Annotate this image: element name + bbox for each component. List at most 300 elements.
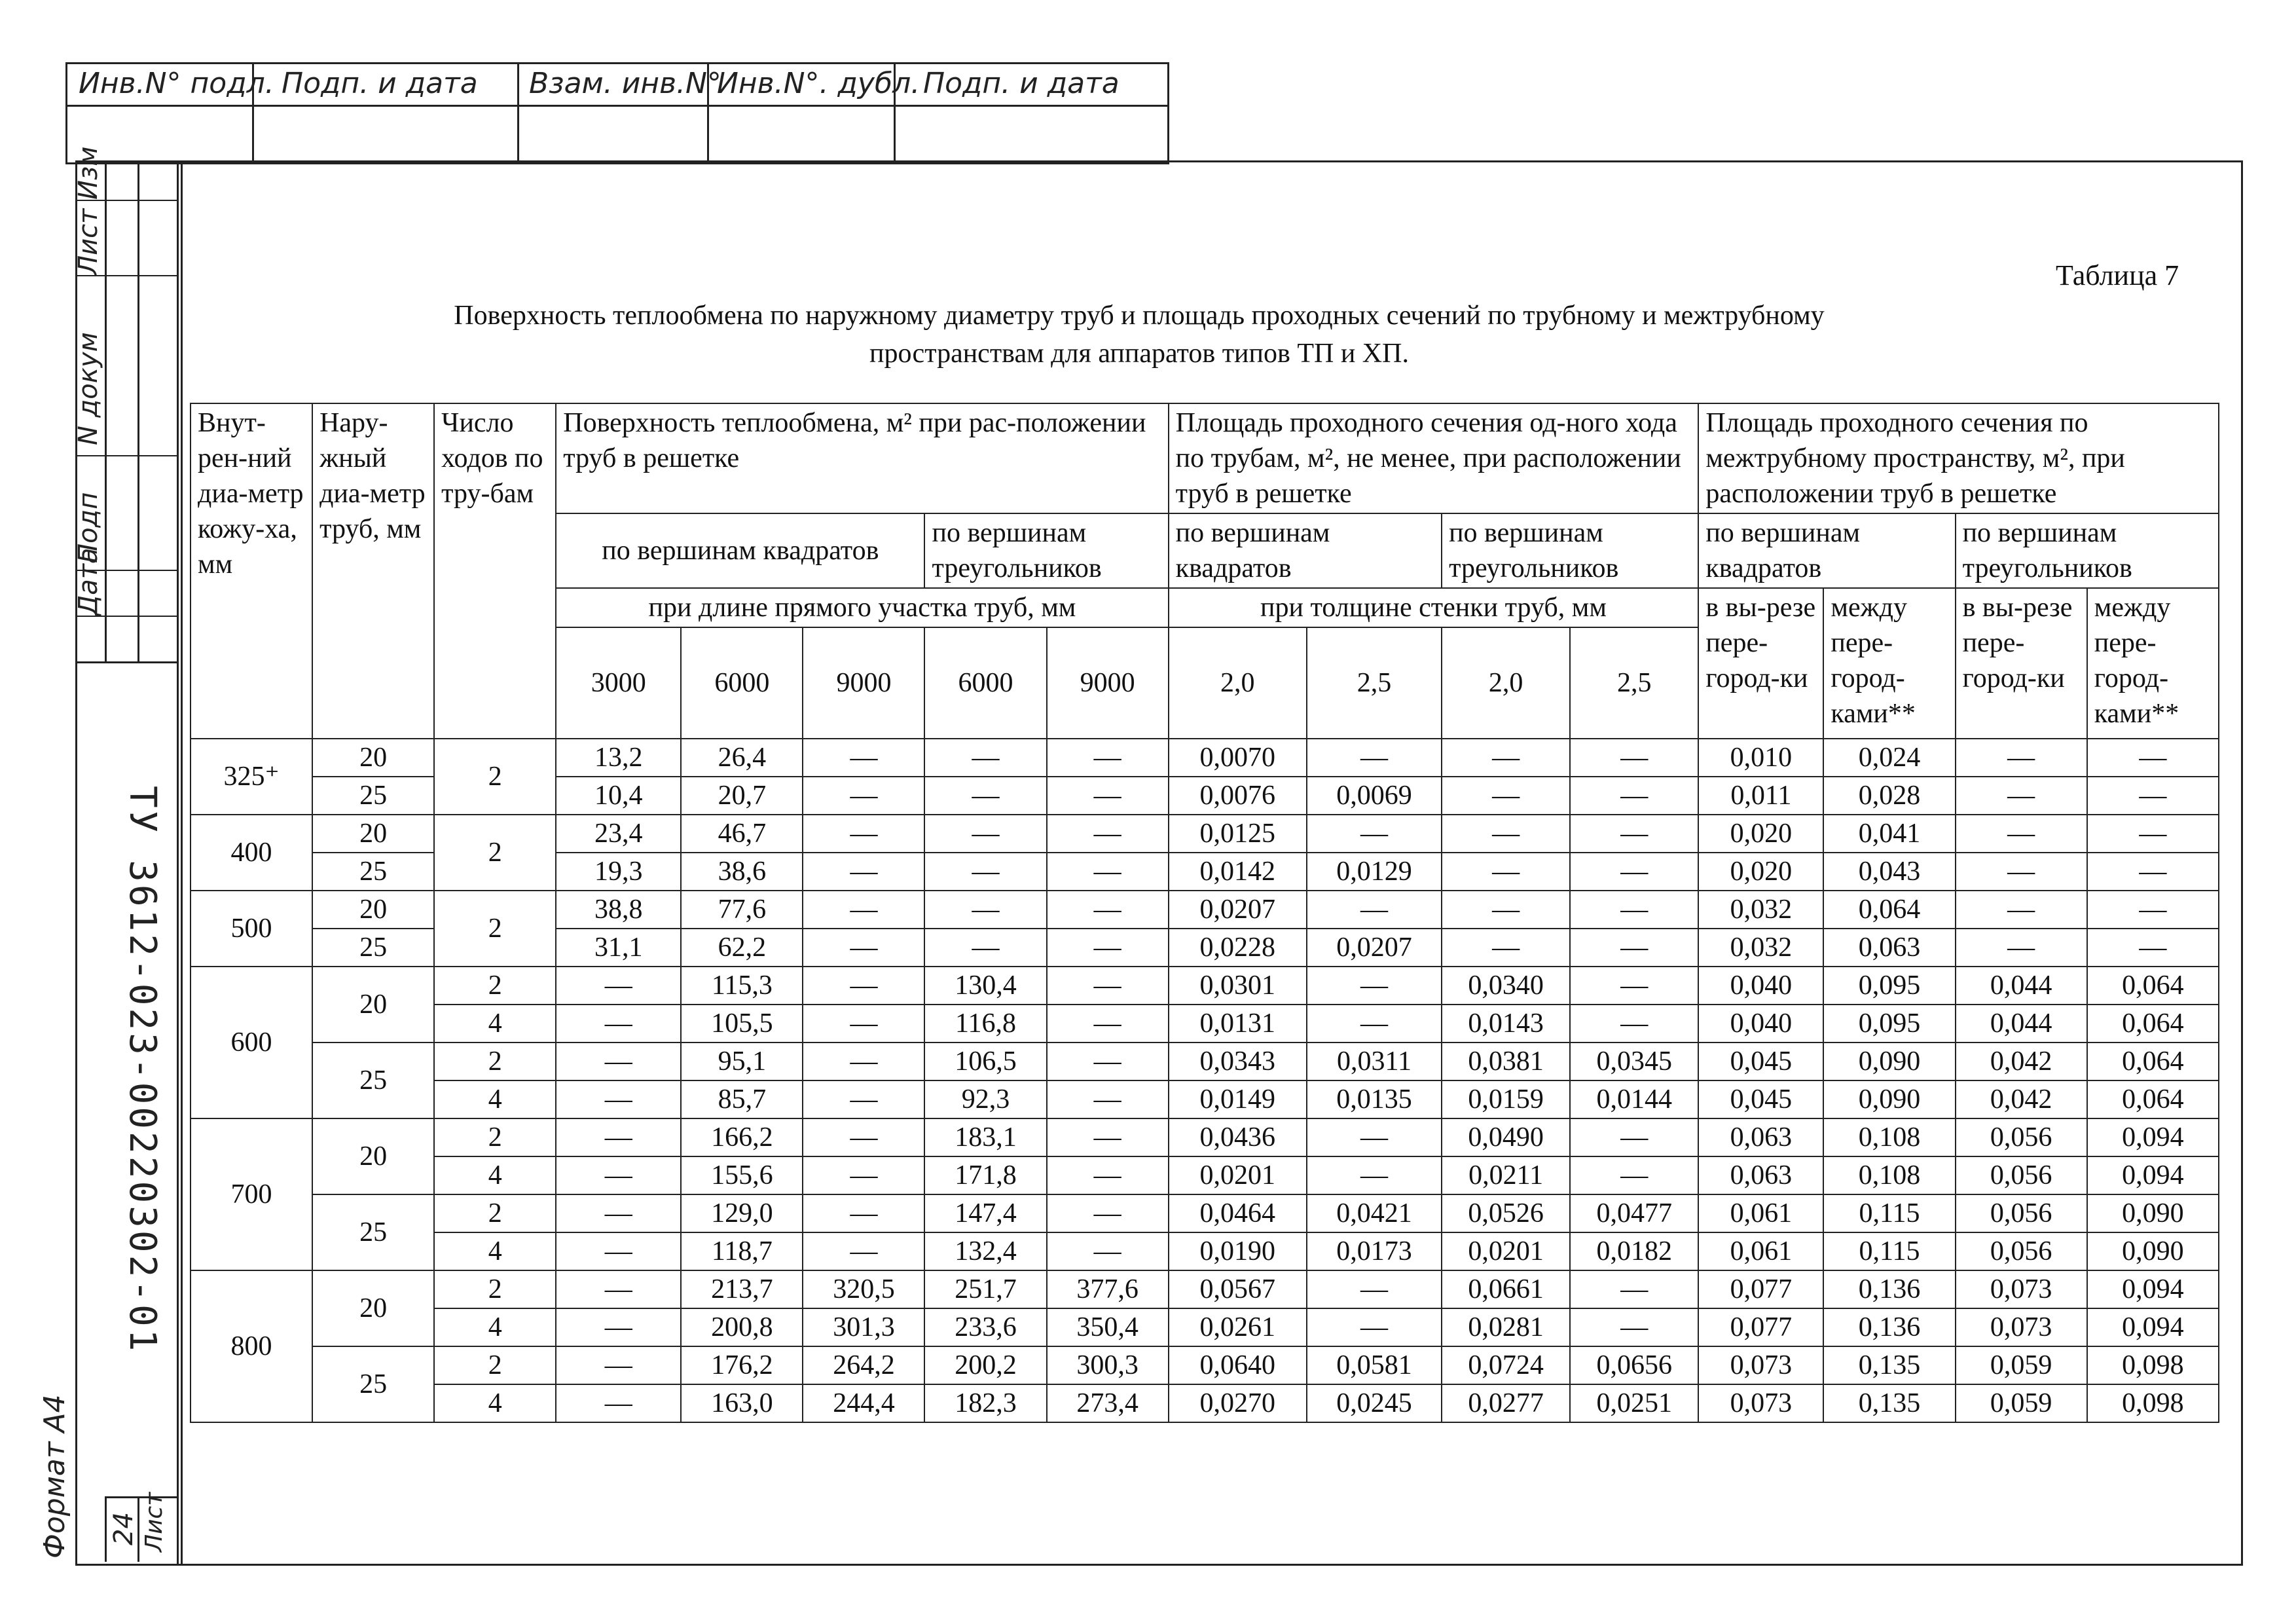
cell-value: 0,0142 bbox=[1169, 853, 1307, 891]
cell-value: 0,0129 bbox=[1307, 853, 1442, 891]
cell-passes: 2 bbox=[434, 1194, 556, 1232]
cell-value: 147,4 bbox=[924, 1194, 1046, 1232]
cell-passes: 4 bbox=[434, 1232, 556, 1270]
cell-value: 0,094 bbox=[2087, 1118, 2219, 1156]
header-surface-sq: по вершинам квадратов bbox=[556, 513, 924, 588]
cell-value: 244,4 bbox=[803, 1384, 924, 1422]
cell-outer-diam: 20 bbox=[312, 815, 434, 853]
header-len-3000: 3000 bbox=[556, 627, 681, 739]
cell-value: 26,4 bbox=[681, 739, 803, 777]
cell-value: — bbox=[1570, 1270, 1698, 1308]
header-in-cutout-tri: в вы-резе пере-город-ки bbox=[1956, 588, 2087, 739]
cell-value: 92,3 bbox=[924, 1080, 1046, 1118]
cell-value: 0,0311 bbox=[1307, 1043, 1442, 1080]
cell-outer-diam: 20 bbox=[312, 967, 434, 1043]
cell-value: — bbox=[1307, 967, 1442, 1005]
cell-value: 0,098 bbox=[2087, 1346, 2219, 1384]
cell-inner-diam: 800 bbox=[191, 1270, 312, 1422]
cell-value: — bbox=[1047, 1232, 1169, 1270]
cell-value: 163,0 bbox=[681, 1384, 803, 1422]
cell-value: 0,0143 bbox=[1442, 1005, 1570, 1043]
cell-value: — bbox=[556, 1194, 681, 1232]
table-row bbox=[191, 739, 2219, 777]
side-n-dokum: N докум bbox=[73, 332, 103, 445]
stamp-inv-podl: Инв.N° подл. bbox=[79, 67, 274, 100]
side-page-label: Лист bbox=[141, 1492, 168, 1552]
table-row bbox=[191, 1080, 2219, 1118]
table-body bbox=[191, 739, 2219, 1422]
cell-value: 0,0207 bbox=[1169, 891, 1307, 929]
cell-value: 273,4 bbox=[1047, 1384, 1169, 1422]
cell-outer-diam: 25 bbox=[312, 929, 434, 967]
cell-value: — bbox=[1956, 929, 2087, 967]
cell-value: 0,073 bbox=[1698, 1346, 1823, 1384]
side-data: Дата bbox=[73, 547, 103, 616]
cell-value: — bbox=[803, 1118, 924, 1156]
table-title-line1: Поверхность теплообмена по наружному диаметру труб и площадь проходных сечений по трубному и межтрубному bbox=[454, 301, 1825, 331]
cell-value: 0,073 bbox=[1698, 1384, 1823, 1422]
table-row bbox=[191, 1346, 2219, 1384]
cell-value: — bbox=[556, 1346, 681, 1384]
cell-value: 0,059 bbox=[1956, 1384, 2087, 1422]
cell-value: — bbox=[924, 929, 1046, 967]
cell-value: 0,0490 bbox=[1442, 1118, 1570, 1156]
cell-value: — bbox=[803, 1043, 924, 1080]
cell-value: 0,0270 bbox=[1169, 1384, 1307, 1422]
cell-value: 0,095 bbox=[1823, 967, 1955, 1005]
cell-value: 0,044 bbox=[1956, 967, 2087, 1005]
cell-value: 251,7 bbox=[924, 1270, 1046, 1308]
cell-value: 118,7 bbox=[681, 1232, 803, 1270]
cell-value: 0,115 bbox=[1823, 1194, 1955, 1232]
cell-value: — bbox=[1307, 1270, 1442, 1308]
cell-value: 105,5 bbox=[681, 1005, 803, 1043]
cell-value: 377,6 bbox=[1047, 1270, 1169, 1308]
cell-value: 0,0640 bbox=[1169, 1346, 1307, 1384]
stamp-inv-dubl: Инв.N°. дубл. bbox=[717, 67, 920, 100]
side-izm: Изм bbox=[73, 146, 103, 200]
cell-value: — bbox=[803, 967, 924, 1005]
table-row bbox=[191, 891, 2219, 929]
cell-value: 0,045 bbox=[1698, 1080, 1823, 1118]
cell-value: 0,0201 bbox=[1169, 1156, 1307, 1194]
cell-value: 0,077 bbox=[1698, 1308, 1823, 1346]
cell-value: 0,061 bbox=[1698, 1194, 1823, 1232]
cell-value: — bbox=[1047, 1194, 1169, 1232]
cell-value: 0,0076 bbox=[1169, 777, 1307, 815]
cell-value: — bbox=[1047, 815, 1169, 853]
cell-inner-diam: 325⁺ bbox=[191, 739, 312, 815]
cell-value: — bbox=[803, 1080, 924, 1118]
cell-value: 20,7 bbox=[681, 777, 803, 815]
stamp-podp-data-2: Подп. и дата bbox=[923, 67, 1120, 100]
cell-outer-diam: 25 bbox=[312, 777, 434, 815]
cell-value: 95,1 bbox=[681, 1043, 803, 1080]
cell-value: 200,8 bbox=[681, 1308, 803, 1346]
cell-value: — bbox=[556, 1270, 681, 1308]
cell-passes: 2 bbox=[434, 1270, 556, 1308]
cell-value: — bbox=[803, 891, 924, 929]
cell-value: — bbox=[1956, 777, 2087, 815]
cell-value: 0,095 bbox=[1823, 1005, 1955, 1043]
cell-value: 0,0190 bbox=[1169, 1232, 1307, 1270]
table-row bbox=[191, 1194, 2219, 1232]
cell-value: 0,073 bbox=[1956, 1308, 2087, 1346]
cell-value: 0,024 bbox=[1823, 739, 1955, 777]
cell-value: 0,063 bbox=[1823, 929, 1955, 967]
cell-value: 0,0201 bbox=[1442, 1232, 1570, 1270]
cell-value: 171,8 bbox=[924, 1156, 1046, 1194]
cell-value: 182,3 bbox=[924, 1384, 1046, 1422]
cell-value: 0,0301 bbox=[1169, 967, 1307, 1005]
cell-value: 0,0135 bbox=[1307, 1080, 1442, 1118]
cell-value: 0,073 bbox=[1956, 1270, 2087, 1308]
header-wall: при толщине стенки труб, мм bbox=[1169, 588, 1699, 627]
table-row bbox=[191, 815, 2219, 853]
cell-value: 0,064 bbox=[1823, 891, 1955, 929]
cell-value: 0,061 bbox=[1698, 1232, 1823, 1270]
cell-value: 0,0182 bbox=[1570, 1232, 1698, 1270]
cell-value: 77,6 bbox=[681, 891, 803, 929]
cell-value: 0,0345 bbox=[1570, 1043, 1698, 1080]
cell-value: 0,020 bbox=[1698, 815, 1823, 853]
table-row bbox=[191, 1118, 2219, 1156]
cell-value: — bbox=[924, 891, 1046, 929]
cell-value: — bbox=[1956, 891, 2087, 929]
cell-value: 0,0656 bbox=[1570, 1346, 1698, 1384]
data-table bbox=[190, 403, 2219, 1423]
header-surface: Поверхность теплообмена, м² при рас-положении труб в решетке bbox=[556, 403, 1168, 513]
cell-value: 0,043 bbox=[1823, 853, 1955, 891]
stamp-vzam-inv: Взам. инв.N° bbox=[529, 67, 721, 100]
table-row bbox=[191, 1270, 2219, 1308]
cell-value: — bbox=[1570, 929, 1698, 967]
cell-value: — bbox=[1307, 739, 1442, 777]
cell-value: 106,5 bbox=[924, 1043, 1046, 1080]
cell-value: 0,040 bbox=[1698, 1005, 1823, 1043]
cell-value: 320,5 bbox=[803, 1270, 924, 1308]
cell-value: 130,4 bbox=[924, 967, 1046, 1005]
cell-value: 0,090 bbox=[2087, 1194, 2219, 1232]
cell-value: — bbox=[1442, 777, 1570, 815]
header-between-tri: между пере-город-ками** bbox=[2087, 588, 2219, 739]
cell-value: — bbox=[803, 1232, 924, 1270]
cell-value: 0,028 bbox=[1823, 777, 1955, 815]
cell-value: 0,0211 bbox=[1442, 1156, 1570, 1194]
table-row bbox=[191, 1156, 2219, 1194]
cell-value: — bbox=[556, 1308, 681, 1346]
cell-value: — bbox=[803, 1194, 924, 1232]
table-row bbox=[191, 1308, 2219, 1346]
cell-value: 0,0251 bbox=[1570, 1384, 1698, 1422]
cell-value: — bbox=[1307, 1118, 1442, 1156]
cell-outer-diam: 20 bbox=[312, 739, 434, 777]
cell-passes: 2 bbox=[434, 815, 556, 891]
cell-value: — bbox=[1442, 853, 1570, 891]
cell-value: 0,0436 bbox=[1169, 1118, 1307, 1156]
cell-value: 0,0159 bbox=[1442, 1080, 1570, 1118]
cell-value: 0,0281 bbox=[1442, 1308, 1570, 1346]
cell-value: — bbox=[2087, 891, 2219, 929]
cell-value: 0,098 bbox=[2087, 1384, 2219, 1422]
cell-value: 0,010 bbox=[1698, 739, 1823, 777]
cell-value: — bbox=[556, 1384, 681, 1422]
cell-value: 0,115 bbox=[1823, 1232, 1955, 1270]
cell-value: — bbox=[556, 1118, 681, 1156]
cell-value: — bbox=[1956, 739, 2087, 777]
cell-value: 116,8 bbox=[924, 1005, 1046, 1043]
cell-value: 46,7 bbox=[681, 815, 803, 853]
cell-value: 0,011 bbox=[1698, 777, 1823, 815]
cell-value: — bbox=[1956, 815, 2087, 853]
table-row bbox=[191, 1232, 2219, 1270]
cell-value: — bbox=[1047, 1118, 1169, 1156]
cell-value: — bbox=[1570, 891, 1698, 929]
cell-value: 0,0464 bbox=[1169, 1194, 1307, 1232]
header-surface-tri: по вершинам треугольников bbox=[924, 513, 1168, 588]
cell-value: 23,4 bbox=[556, 815, 681, 853]
side-format: Формат А4 bbox=[38, 1394, 71, 1559]
cell-value: — bbox=[1570, 1308, 1698, 1346]
cell-value: — bbox=[1307, 1156, 1442, 1194]
cell-value: 0,032 bbox=[1698, 891, 1823, 929]
cell-value: — bbox=[1047, 1080, 1169, 1118]
cell-value: 0,056 bbox=[1956, 1194, 2087, 1232]
cell-value: 38,8 bbox=[556, 891, 681, 929]
cell-value: 129,0 bbox=[681, 1194, 803, 1232]
cell-value: — bbox=[556, 1043, 681, 1080]
cell-value: — bbox=[1307, 815, 1442, 853]
cell-value: 0,0381 bbox=[1442, 1043, 1570, 1080]
cell-value: — bbox=[1047, 1005, 1169, 1043]
cell-passes: 4 bbox=[434, 1005, 556, 1043]
cell-value: — bbox=[2087, 777, 2219, 815]
cell-value: 0,0228 bbox=[1169, 929, 1307, 967]
cell-value: 19,3 bbox=[556, 853, 681, 891]
cell-value: 0,056 bbox=[1956, 1118, 2087, 1156]
cell-passes: 2 bbox=[434, 967, 556, 1005]
cell-value: — bbox=[1442, 929, 1570, 967]
cell-value: 115,3 bbox=[681, 967, 803, 1005]
cell-value: 0,042 bbox=[1956, 1043, 2087, 1080]
cell-value: — bbox=[803, 1005, 924, 1043]
cell-value: 0,0343 bbox=[1169, 1043, 1307, 1080]
cell-outer-diam: 20 bbox=[312, 1118, 434, 1194]
header-len-6000-sq: 6000 bbox=[681, 627, 803, 739]
table-caption: Таблица 7 bbox=[2056, 259, 2179, 291]
cell-value: — bbox=[2087, 853, 2219, 891]
cell-value: 0,094 bbox=[2087, 1270, 2219, 1308]
cell-value: 0,136 bbox=[1823, 1308, 1955, 1346]
cell-value: 0,0340 bbox=[1442, 967, 1570, 1005]
cell-inner-diam: 700 bbox=[191, 1118, 312, 1270]
cell-value: 0,0277 bbox=[1442, 1384, 1570, 1422]
cell-passes: 4 bbox=[434, 1156, 556, 1194]
cell-value: 200,2 bbox=[924, 1346, 1046, 1384]
cell-value: 62,2 bbox=[681, 929, 803, 967]
cell-outer-diam: 20 bbox=[312, 891, 434, 929]
cell-value: 0,059 bbox=[1956, 1346, 2087, 1384]
cell-value: 0,064 bbox=[2087, 1043, 2219, 1080]
cell-value: — bbox=[1570, 1005, 1698, 1043]
cell-value: — bbox=[1047, 1043, 1169, 1080]
cell-value: — bbox=[556, 1005, 681, 1043]
cell-value: 0,0661 bbox=[1442, 1270, 1570, 1308]
cell-value: 0,0069 bbox=[1307, 777, 1442, 815]
cell-value: 0,094 bbox=[2087, 1308, 2219, 1346]
header-outer-diam: Нару-жный диа-метр труб, мм bbox=[312, 403, 434, 739]
cell-passes: 2 bbox=[434, 1043, 556, 1080]
cell-value: 10,4 bbox=[556, 777, 681, 815]
header-passes: Число ходов по тру-бам bbox=[434, 403, 556, 739]
cell-value: — bbox=[1047, 967, 1169, 1005]
cell-value: — bbox=[924, 815, 1046, 853]
side-list: Лист bbox=[73, 208, 103, 275]
header-inner-diam: Внут-рен-ний диа-метр кожу-ха, мм bbox=[191, 403, 312, 739]
cell-value: — bbox=[1570, 739, 1698, 777]
cell-value: 38,6 bbox=[681, 853, 803, 891]
cell-value: 0,0477 bbox=[1570, 1194, 1698, 1232]
cell-value: 0,135 bbox=[1823, 1346, 1955, 1384]
header-tube-section: Площадь проходного сечения од-ного хода по трубам, м², не менее, при расположении труб в решетке bbox=[1169, 403, 1699, 513]
header-length: при длине прямого участка труб, мм bbox=[556, 588, 1168, 627]
cell-value: — bbox=[924, 853, 1046, 891]
cell-value: — bbox=[556, 967, 681, 1005]
cell-value: 0,044 bbox=[1956, 1005, 2087, 1043]
cell-value: 13,2 bbox=[556, 739, 681, 777]
side-page-num: 24 bbox=[109, 1512, 139, 1545]
cell-value: — bbox=[803, 1156, 924, 1194]
doc-code: ТУ 3612-023-00220302-01 bbox=[121, 786, 164, 1354]
cell-outer-diam: 25 bbox=[312, 1346, 434, 1422]
cell-value: 264,2 bbox=[803, 1346, 924, 1384]
cell-value: 301,3 bbox=[803, 1308, 924, 1346]
cell-value: — bbox=[2087, 929, 2219, 967]
header-shell-section: Площадь проходного сечения по межтрубному пространству, м², при расположении труб в решетке bbox=[1698, 403, 2219, 513]
cell-value: — bbox=[1570, 1118, 1698, 1156]
cell-value: 0,0131 bbox=[1169, 1005, 1307, 1043]
cell-passes: 2 bbox=[434, 1346, 556, 1384]
cell-value: 0,056 bbox=[1956, 1232, 2087, 1270]
cell-value: 0,090 bbox=[1823, 1080, 1955, 1118]
cell-value: 0,108 bbox=[1823, 1156, 1955, 1194]
header-wall-20-sq: 2,0 bbox=[1169, 627, 1307, 739]
cell-value: 300,3 bbox=[1047, 1346, 1169, 1384]
cell-value: 132,4 bbox=[924, 1232, 1046, 1270]
table-row bbox=[191, 1043, 2219, 1080]
cell-value: — bbox=[924, 777, 1046, 815]
cell-value: 0,041 bbox=[1823, 815, 1955, 853]
cell-value: 0,063 bbox=[1698, 1156, 1823, 1194]
cell-value: — bbox=[803, 777, 924, 815]
cell-value: — bbox=[1442, 815, 1570, 853]
cell-passes: 4 bbox=[434, 1384, 556, 1422]
cell-value: — bbox=[1570, 1156, 1698, 1194]
cell-value: 0,064 bbox=[2087, 967, 2219, 1005]
cell-value: 0,090 bbox=[2087, 1232, 2219, 1270]
cell-value: 0,0144 bbox=[1570, 1080, 1698, 1118]
cell-value: 0,077 bbox=[1698, 1270, 1823, 1308]
cell-inner-diam: 500 bbox=[191, 891, 312, 967]
cell-value: — bbox=[1570, 777, 1698, 815]
header-len-9000-tri: 9000 bbox=[1047, 627, 1169, 739]
cell-inner-diam: 600 bbox=[191, 967, 312, 1118]
cell-value: 0,0070 bbox=[1169, 739, 1307, 777]
cell-value: — bbox=[556, 1232, 681, 1270]
cell-value: — bbox=[1047, 853, 1169, 891]
header-wall-25-sq: 2,5 bbox=[1307, 627, 1442, 739]
cell-value: 0,042 bbox=[1956, 1080, 2087, 1118]
cell-value: 350,4 bbox=[1047, 1308, 1169, 1346]
header-tube-tri: по вершинам треугольников bbox=[1442, 513, 1698, 588]
cell-passes: 4 bbox=[434, 1308, 556, 1346]
table-row bbox=[191, 1384, 2219, 1422]
cell-value: — bbox=[803, 739, 924, 777]
header-shell-sq: по вершинам квадратов bbox=[1698, 513, 1955, 588]
header-tube-sq: по вершинам квадратов bbox=[1169, 513, 1442, 588]
cell-inner-diam: 400 bbox=[191, 815, 312, 891]
table-row bbox=[191, 967, 2219, 1005]
cell-passes: 4 bbox=[434, 1080, 556, 1118]
header-shell-tri: по вершинам треугольников bbox=[1956, 513, 2219, 588]
cell-outer-diam: 25 bbox=[312, 853, 434, 891]
cell-value: — bbox=[803, 815, 924, 853]
cell-value: 0,0173 bbox=[1307, 1232, 1442, 1270]
cell-value: 0,0526 bbox=[1442, 1194, 1570, 1232]
cell-value: 0,094 bbox=[2087, 1156, 2219, 1194]
cell-value: — bbox=[1570, 853, 1698, 891]
cell-value: 0,032 bbox=[1698, 929, 1823, 967]
cell-value: 0,0125 bbox=[1169, 815, 1307, 853]
cell-outer-diam: 20 bbox=[312, 1270, 434, 1346]
cell-value: 0,0261 bbox=[1169, 1308, 1307, 1346]
header-len-6000-tri: 6000 bbox=[924, 627, 1046, 739]
cell-value: — bbox=[2087, 739, 2219, 777]
cell-value: 155,6 bbox=[681, 1156, 803, 1194]
cell-value: 0,056 bbox=[1956, 1156, 2087, 1194]
stamp-podp-data-1: Подп. и дата bbox=[282, 67, 478, 100]
cell-value: — bbox=[1307, 891, 1442, 929]
cell-value: 0,020 bbox=[1698, 853, 1823, 891]
cell-value: — bbox=[1570, 967, 1698, 1005]
header-in-cutout-sq: в вы-резе пере-город-ки bbox=[1698, 588, 1823, 739]
cell-passes: 2 bbox=[434, 1118, 556, 1156]
cell-value: 0,040 bbox=[1698, 967, 1823, 1005]
header-len-9000-sq: 9000 bbox=[803, 627, 924, 739]
cell-value: — bbox=[1307, 1005, 1442, 1043]
cell-value: — bbox=[1047, 739, 1169, 777]
header-wall-25-tri: 2,5 bbox=[1570, 627, 1698, 739]
cell-value: 0,136 bbox=[1823, 1270, 1955, 1308]
cell-outer-diam: 25 bbox=[312, 1043, 434, 1118]
cell-value: — bbox=[1047, 891, 1169, 929]
cell-value: 0,108 bbox=[1823, 1118, 1955, 1156]
cell-value: 0,045 bbox=[1698, 1043, 1823, 1080]
cell-value: 0,0724 bbox=[1442, 1346, 1570, 1384]
cell-value: — bbox=[1442, 891, 1570, 929]
cell-value: 233,6 bbox=[924, 1308, 1046, 1346]
header-between-sq: между пере-город-ками** bbox=[1823, 588, 1955, 739]
cell-value: — bbox=[1570, 815, 1698, 853]
cell-value: — bbox=[1047, 777, 1169, 815]
cell-value: 31,1 bbox=[556, 929, 681, 967]
cell-value: 0,0421 bbox=[1307, 1194, 1442, 1232]
cell-value: — bbox=[1956, 853, 2087, 891]
cell-value: — bbox=[924, 739, 1046, 777]
cell-value: 0,090 bbox=[1823, 1043, 1955, 1080]
cell-value: 166,2 bbox=[681, 1118, 803, 1156]
cell-value: — bbox=[1047, 929, 1169, 967]
